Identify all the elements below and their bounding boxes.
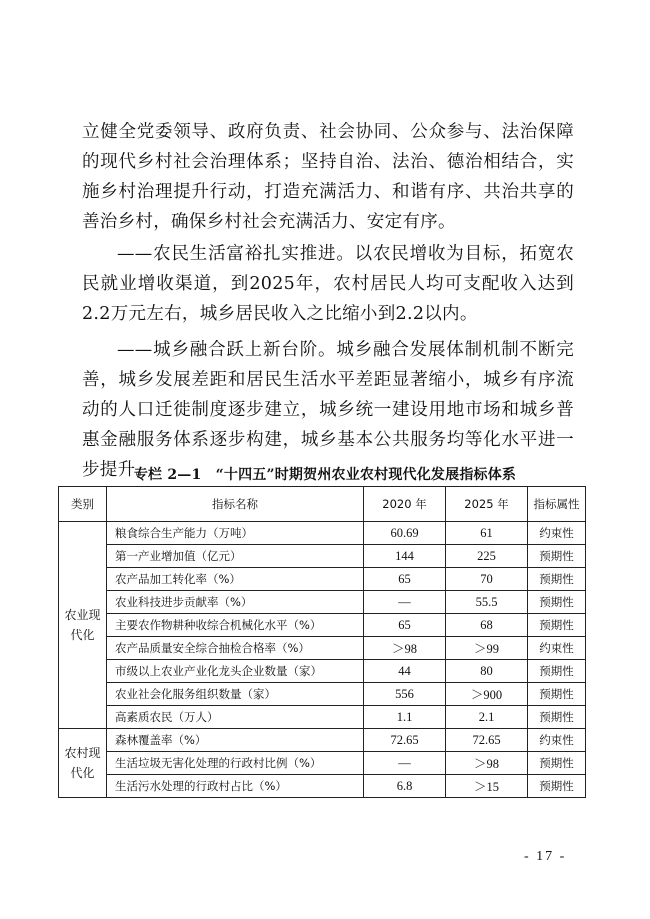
table-row: [59, 637, 586, 660]
indicator-attribute: 预期性: [528, 568, 586, 591]
table-row: [59, 683, 586, 706]
indicator-attribute: 预期性: [528, 752, 586, 775]
table-row: [59, 706, 586, 729]
value-2025: ＞900: [446, 683, 528, 706]
indicator-name: 农业社会化服务组织数量（家）: [107, 683, 364, 706]
value-2020: 1.1: [364, 706, 446, 729]
table-row: [59, 522, 586, 545]
indicator-attribute: 约束性: [528, 637, 586, 660]
body-paragraph-governance: 立健全党委领导、政府负责、社会协同、公众参与、法治保障的现代乡村社会治理体系；坚持自治、法治、德治相结合，实施乡村治理提升行动，打造充满活力、和谐有序、共治共享的善治乡村，确保乡村社会充满活力、安定有序。: [82, 122, 574, 232]
body-paragraph-urban-rural: ——城乡融合跃上新台阶。城乡融合发展体制机制不断完善，城乡发展差距和居民生活水平差距显著缩小，城乡有序流动的人口迁徙制度逐步建立，城乡统一建设用地市场和城乡普惠金融服务体系逐步构建，城乡基本公共服务均等化水平进一步提升。: [82, 340, 574, 480]
indicator-attribute: 约束性: [528, 522, 586, 545]
indicator-name: 生活污水处理的行政村占比（%）: [107, 775, 364, 798]
indicator-attribute: 约束性: [528, 729, 586, 752]
value-2020: ＞98: [364, 637, 446, 660]
indicator-name: 主要农作物耕种收综合机械化水平（%）: [107, 614, 364, 637]
category-cell-agriculture: 农业现代化: [59, 522, 107, 729]
body-paragraph-farmer-income: ——农民生活富裕扎实推进。以农民增收为目标，拓宽农民就业增收渠道，到2025年，农村居民人均可支配收入达到2.2万元左右，城乡居民收入之比缩小到2.2以内。: [82, 244, 574, 324]
indicator-name: 农产品加工转化率（%）: [107, 568, 364, 591]
table-row: [59, 775, 586, 798]
value-2025: 61: [446, 522, 528, 545]
indicator-attribute: 预期性: [528, 660, 586, 683]
indicator-name: 森林覆盖率（%）: [107, 729, 364, 752]
table-row: [59, 545, 586, 568]
indicator-name: 高素质农民（万人）: [107, 706, 364, 729]
indicator-attribute: 预期性: [528, 545, 586, 568]
value-2025: 68: [446, 614, 528, 637]
indicator-attribute: 预期性: [528, 683, 586, 706]
indicator-name: 农产品质量安全综合抽检合格率（%）: [107, 637, 364, 660]
indicator-name: 粮食综合生产能力（万吨）: [107, 522, 364, 545]
indicator-attribute: 预期性: [528, 591, 586, 614]
value-2020: 72.65: [364, 729, 446, 752]
indicator-name: 生活垃圾无害化处理的行政村比例（%）: [107, 752, 364, 775]
value-2020: 144: [364, 545, 446, 568]
page-number: - 17 -: [524, 849, 567, 864]
value-2020: 65: [364, 568, 446, 591]
table-row: [59, 614, 586, 637]
table-row: [59, 752, 586, 775]
header-category: 类别: [59, 487, 107, 522]
indicator-name: 市级以上农业产业化龙头企业数量（家）: [107, 660, 364, 683]
table-row: [59, 591, 586, 614]
table-row: [59, 568, 586, 591]
category-cell-rural: 农村现代化: [59, 729, 107, 798]
indicator-table: [58, 486, 586, 798]
value-2020: —: [364, 752, 446, 775]
header-indicator: 指标名称: [107, 487, 364, 522]
value-2025: ＞99: [446, 637, 528, 660]
value-2020: —: [364, 591, 446, 614]
value-2020: 65: [364, 614, 446, 637]
header-2020: 2020 年: [364, 487, 446, 522]
table-header-row: [59, 487, 586, 522]
value-2025: 225: [446, 545, 528, 568]
header-attribute: 指标属性: [528, 487, 586, 522]
value-2025: 80: [446, 660, 528, 683]
value-2025: 55.5: [446, 591, 528, 614]
indicator-attribute: 预期性: [528, 614, 586, 637]
value-2025: ＞15: [446, 775, 528, 798]
value-2020: 44: [364, 660, 446, 683]
table-row: [59, 729, 586, 752]
value-2025: 70: [446, 568, 528, 591]
table-row: [59, 660, 586, 683]
value-2020: 6.8: [364, 775, 446, 798]
indicator-name: 农业科技进步贡献率（%）: [107, 591, 364, 614]
value-2025: 72.65: [446, 729, 528, 752]
value-2025: ＞98: [446, 752, 528, 775]
value-2025: 2.1: [446, 706, 528, 729]
table-caption: 专栏 2—1 “十四五”时期贺州农业农村现代化发展指标体系: [133, 467, 517, 483]
value-2020: 556: [364, 683, 446, 706]
indicator-name: 第一产业增加值（亿元）: [107, 545, 364, 568]
value-2020: 60.69: [364, 522, 446, 545]
indicator-attribute: 预期性: [528, 706, 586, 729]
header-2025: 2025 年: [446, 487, 528, 522]
indicator-attribute: 预期性: [528, 775, 586, 798]
